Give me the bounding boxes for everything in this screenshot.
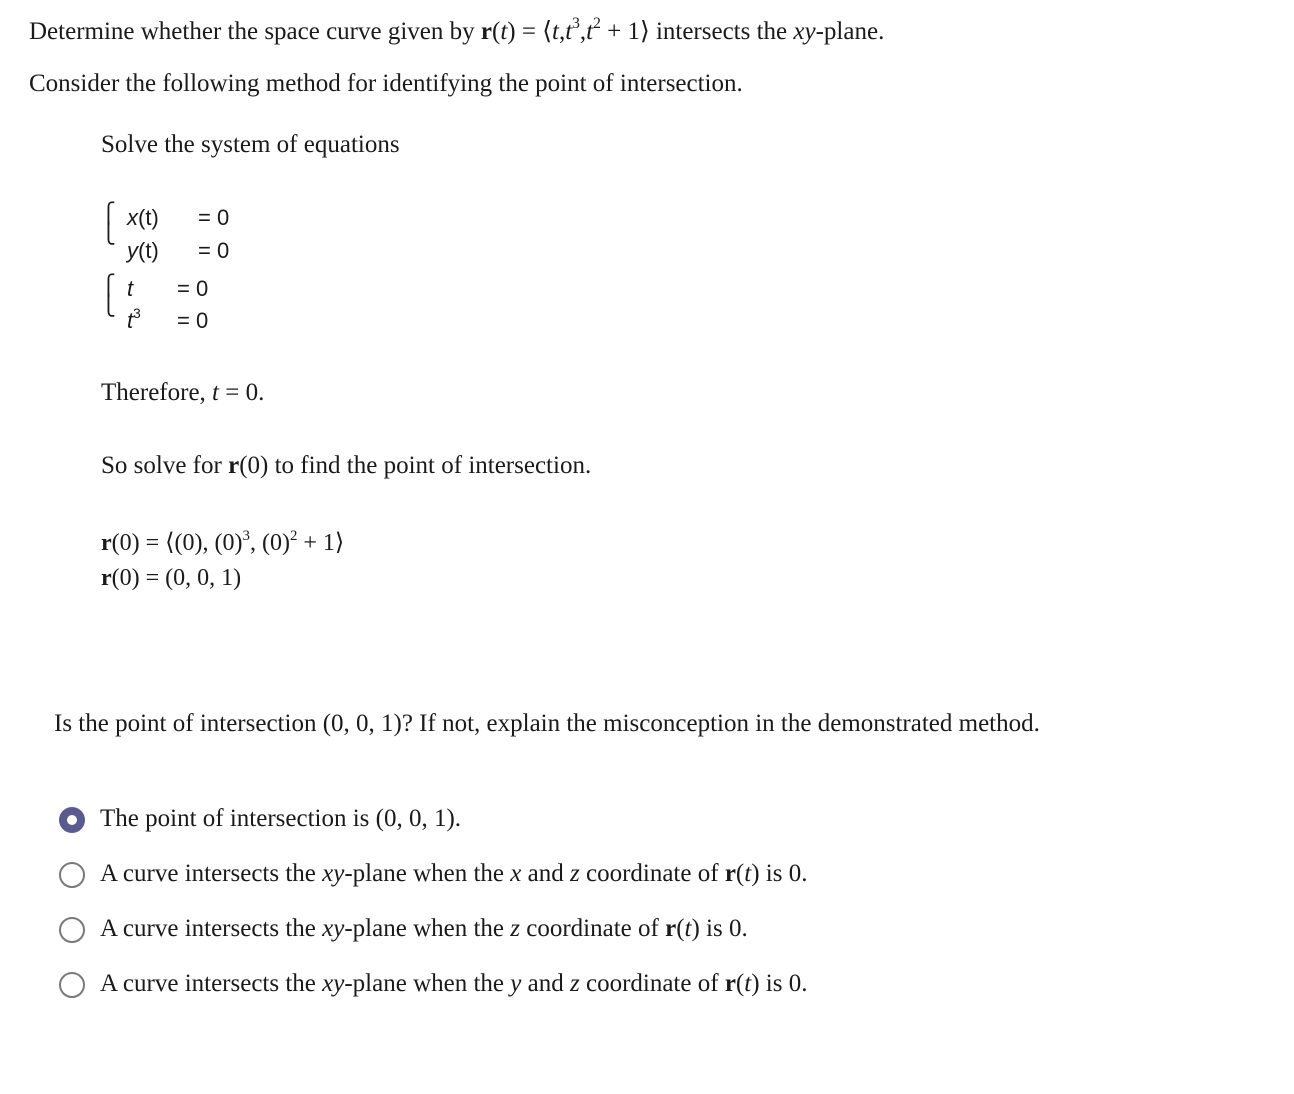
option-1-radio[interactable] bbox=[59, 807, 85, 833]
option-2-label[interactable]: A curve intersects the xy-plane when the x and z coordinate of r(t) is 0. bbox=[100, 860, 808, 887]
option-1-label[interactable]: The point of intersection is (0, 0, 1). bbox=[100, 805, 462, 832]
system1-row-y: y(t) bbox=[127, 238, 159, 263]
system2-row-t3-rhs: = 0 bbox=[177, 308, 209, 333]
brace-2: ⎧ ⎩ bbox=[101, 273, 116, 317]
therefore-line: Therefore, t = 0. bbox=[101, 379, 265, 406]
method-intro: Consider the following method for identifying the point of intersection. bbox=[29, 70, 743, 97]
system1-row-x-rhs: = 0 bbox=[198, 205, 230, 230]
r0-computation-2: r(0) = (0, 0, 1) bbox=[101, 565, 242, 591]
system2-row-t3: $t^3$ bbox=[127, 306, 141, 333]
option-2-radio[interactable] bbox=[59, 862, 85, 888]
question-text: Is the point of intersection (0, 0, 1)? If not, explain the misconception in the demonstrated method. bbox=[54, 710, 1040, 737]
option-4-label[interactable]: A curve intersects the xy-plane when the y and z coordinate of r(t) is 0. bbox=[100, 970, 808, 997]
option-4-radio[interactable] bbox=[59, 972, 85, 998]
brace-1: ⎧ ⎩ bbox=[101, 201, 116, 245]
solve-system-label: Solve the system of equations bbox=[101, 131, 400, 158]
system1-row-x: x(t) bbox=[127, 205, 159, 230]
system2-row-t: t bbox=[127, 276, 134, 301]
option-3-label[interactable]: A curve intersects the xy-plane when the z coordinate of r(t) is 0. bbox=[100, 915, 748, 942]
system2-row-t-rhs: = 0 bbox=[177, 276, 209, 301]
r0-computation-1: r(0) = ⟨(0), $(0)^3$, $(0)^2$ + 1⟩ bbox=[101, 527, 345, 556]
system1-row-y-rhs: = 0 bbox=[198, 238, 230, 263]
option-3-radio[interactable] bbox=[59, 917, 85, 943]
solve-r0-line: So solve for r(0) to find the point of intersection. bbox=[101, 452, 592, 479]
problem-statement: Determine whether the space curve given by $r(t) = ⟨t,t^3,t^2$ + 1⟩ intersects the xy-plane. bbox=[29, 15, 885, 45]
